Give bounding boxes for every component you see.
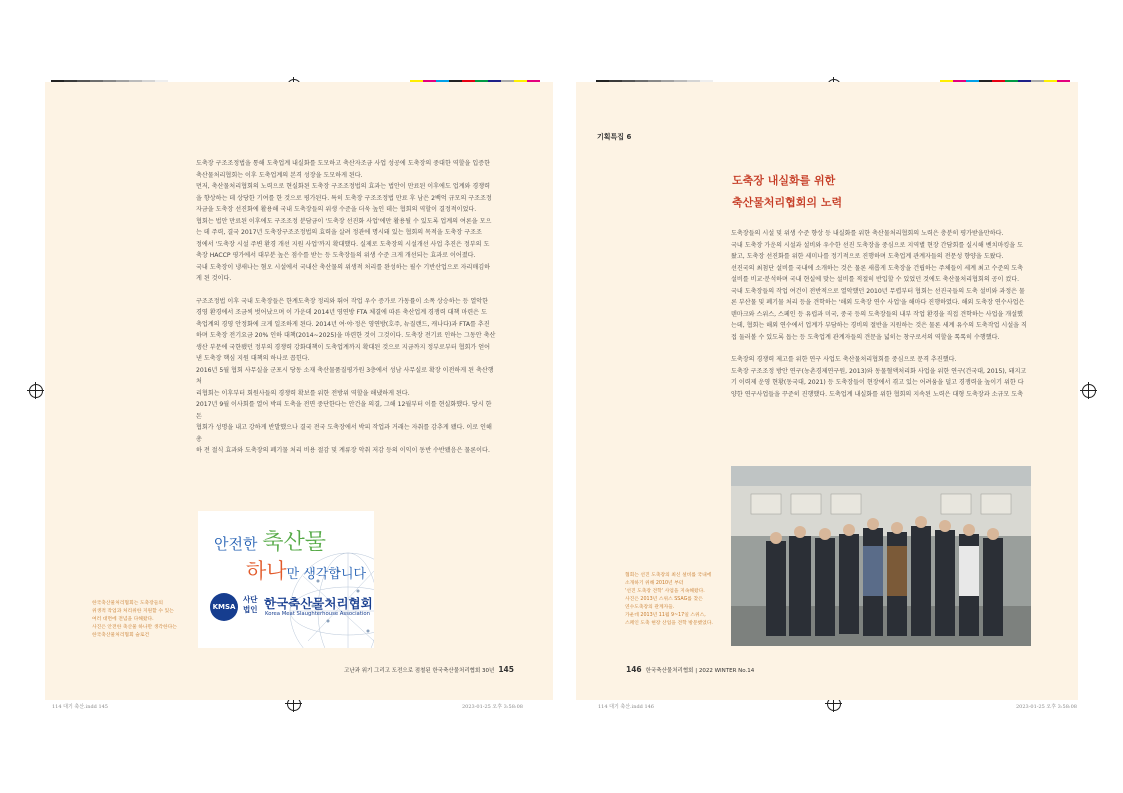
- org-prefix: 사단 법인: [243, 595, 258, 614]
- org-name: 한국축산물처리협회: [264, 596, 373, 611]
- print-slug-date: 2023-01-25 오후 3:58:08: [1016, 704, 1077, 710]
- group-photo: [731, 466, 1031, 646]
- paragraph: 도축장들의 시설 및 위생 수준 향상 등 내실화를 위한 축산물처리협회의 노력은 충분히 평가받을만하다. 국내 도축장 가운의 시설과 설비와 우수한 선진 도축장을 중심으로 지역별 현장 간담회를 실시해 벤치마킹을 도 왔고, 도축장 선진화를 위한 세미나를 정기적으로 진행하며 도축업계 관계자들의 전문성 향양을 도왔다. 선진국의 최첨단 설비를 국내에 소개하는 것은 물론 새롭게 도축장을 건립하는 주체들이 세계 최고 수준의 도축 설비를 비교·분석하며 국내 현실에 맞는 설비를 적절히 반입할 수 있었던 것에도 축산물처리협회의 공이 컸다. 국내 도축장들의 작업 여건이 전반적으로 열악했던 2010년 무렵부터 협회는 선진국들의 도축 설비와 과정은 물 론 부산물 및 폐기물 처리 등을 견학하는 '해외 도축장 연수 사업'을 해마다 진행하였다. 해외 도축장 연수사업은 덴마크와 스위스, 스페인 등 유럽과 미국, 중국 등의 도축장들의 내부 작업 환경을 직접 견학하는 사업을 개설했 는데, 협회는 해외 연수에서 업계가 부담하는 경비의 절반을 지원하는 것은 물론 세계 유수의 도축작업 시설을 직 접 둘러볼 수 있도록 돕는 등 도축업계 관계자들의 견문을 넓히는 창구로서의 역할을 톡톡히 수행했다.: [731, 230, 1027, 341]
- paragraph: 도축장 구조조정법을 통해 도축업계 내실화를 도모하고 축산자조금 사업 성공에 도축장의 중대한 역할을 입증한 축산물처리협회는 이후 도축업계의 본격 성장을 도모하게 된다. 먼저, 축산물처리협회의 노력으로 현실화된 도축장 구조조정법의 효과는 법안이 만료된 이후에도 업계와 경쟁력 을 향상하는 데 상당한 기여를 한 것으로 평가된다. 특히 도축장 구조조정법 만료 후 남은 2백억 규모의 구조조정 자금을 도축장 선진화에 활용해 국내 도축장들의 위생 수준을 더욱 높인 데는 협회의 역할이 결정적이었다. 협회는 법안 만료된 이후에도 구조조정 분담금이 '도축장 선진화 사업'에만 활용될 수 있도록 업계의 여론을 모으 는 데 주력, 결국 2017년 도축장구조조정법의 효력을 살려 정관에 명시돼 있는 협회의 목적을 도축장 구조조 정에서 '도축장 시설 주변 환경 개선 지원 사업'까지 확대했다. 실제로 도축장의 시설개선 사업 추진은 정부의 도 축장 HACCP 평가에서 대부분 높은 점수를 받는 등 도축장들의 위생 수준 크게 개선되는 효과로 이어졌다. 국내 도축장이 냉새나는 혐오 시설에서 국내산 축산물의 위생적 처리를 완성하는 필수 기반산업으로 자리매김하 게 된 것이다.: [196, 160, 492, 282]
- right-footer: 146 한국축산물처리협회 | 2022 WINTER No.14: [626, 665, 755, 674]
- page-number: 146: [626, 665, 642, 674]
- registration-mark-icon: [1082, 384, 1096, 398]
- right-photo-caption: 협회는 선진 도축장의 최신 설비를 국내에 소개하기 위해 2010년 부터 '선진 도축장 견학' 사업을 지속해왔다. 사진은 2013년 스위스 SSAG를 찾은 연수도축장의 관계자들. 가운데 2013년 11월 9~17일 스위스, 스페인 도축 현장 산업을 견학 방문했었다.: [625, 573, 713, 626]
- kmsa-logo-icon: KMSA: [210, 593, 238, 621]
- left-photo-caption: 한국축산물처리협회는 도축장들의 위생적 작업과 처리위한 지원할 수 있는 여러 대면에 전념을 다해왔다. 사진은 안전한 축산물 하나만 생각한다는 한국축산물처리협회 슬로건: [92, 601, 177, 638]
- ad-slogan-line2: 하나만 생각합니다: [246, 559, 367, 583]
- section-tag: 기획특집 6: [597, 133, 632, 141]
- print-slug: 114 대기 축산.indd 145: [52, 704, 108, 710]
- org-name-english: Korea Meat Slaughterhouse Association: [265, 611, 370, 617]
- left-footer: 고난과 위기 그리고 도전으로 점철된 한국축산물처리협회 30년 145: [344, 665, 514, 674]
- ad-slogan-line1: 안전한 축산물: [214, 530, 327, 555]
- print-slug: 114 대기 축산.indd 146: [598, 704, 654, 710]
- association-slogan-ad: [198, 511, 374, 648]
- article-title: 도축장 내실화를 위한 축산물처리협회의 노력: [732, 174, 843, 209]
- paragraph: 구조조정법 이후 국내 도축장들은 한계도축장 정리와 뛰어 작업 우수 증가로 가동률이 소폭 상승하는 등 열악한 경영 환경에서 조금씩 벗어났으며 이 가운데 2014년 영연방 FTA 체결에 따른 축산업계 경쟁력 대책 마련은 도 축업계의 경영 안정화에 크게 일조하게 된다. 2014년 여·야·정은 영연방(호주, 뉴질랜드, 캐나다)과 FTA를 추진 하며 도축장 전기요금 20% 인하 대책(2014~2025)을 마련한 것이 그것이다. 도축장 전기료 인하는 그동안 축산 생산 부문에 국한됐던 정부의 경쟁력 강화대책이 도축업계까지 확대된 것으로 지금까지 정부로부터 협회가 얻어 낸 도축장 핵심 지원 대책의 하나로 꼽힌다. 2016년 5월 협회 사무실을 군포시 당동 소재 축산물품질평가원 3층에서 성남 사무실로 확장 이전하게 된 축산행처 리협회는 이후부터 회원사들의 경쟁력 확보를 위한 전방위 역할을 해냈하게 된다. 2017년 9월 이사회를 열어 박피 도축을 전면 중단한다는 안건을 의결, 그해 12월부터 이를 현실화했다. 당시 한돈 협회가 성명을 내고 강하게 반발했으나 결국 전국 도축장에서 박피 작업과 거래는 자취를 감추게 됐다. 이로 인해 총 하 전 절식 효과와 도축장의 폐기물 처리 비용 절감 및 계류장 악취 저감 등의 이익이 동반 수반됐음은 물론이다.: [196, 297, 496, 454]
- paragraph: 도축장의 경쟁력 제고를 위한 연구 사업도 축산물처리협회를 중심으로 문격 추진했다. 도축장 구조조정 방안 연구(농촌경제연구원, 2013)와 동물혈액처리화 사업을 위한 연구(건국대, 2015), 돼지고 기 이력제 운영 현황(동국대, 2021) 등 도축장들이 현장에서 겪고 있는 어려움을 덜고 경쟁력을 높이기 위한 다 양한 연구사업들을 꾸준히 진행했다. 도축업계 내실화를 위한 협회의 지속된 노력은 대형 도축장과 소규모 도축: [731, 356, 1027, 398]
- left-body-text: [196, 158, 496, 468]
- print-slug-date: 2023-01-25 오후 3:58:08: [462, 704, 523, 710]
- registration-mark-icon: [29, 384, 43, 398]
- group-photo-image: [731, 466, 1031, 646]
- page-number: 145: [498, 665, 514, 674]
- right-body-text: [731, 228, 1031, 411]
